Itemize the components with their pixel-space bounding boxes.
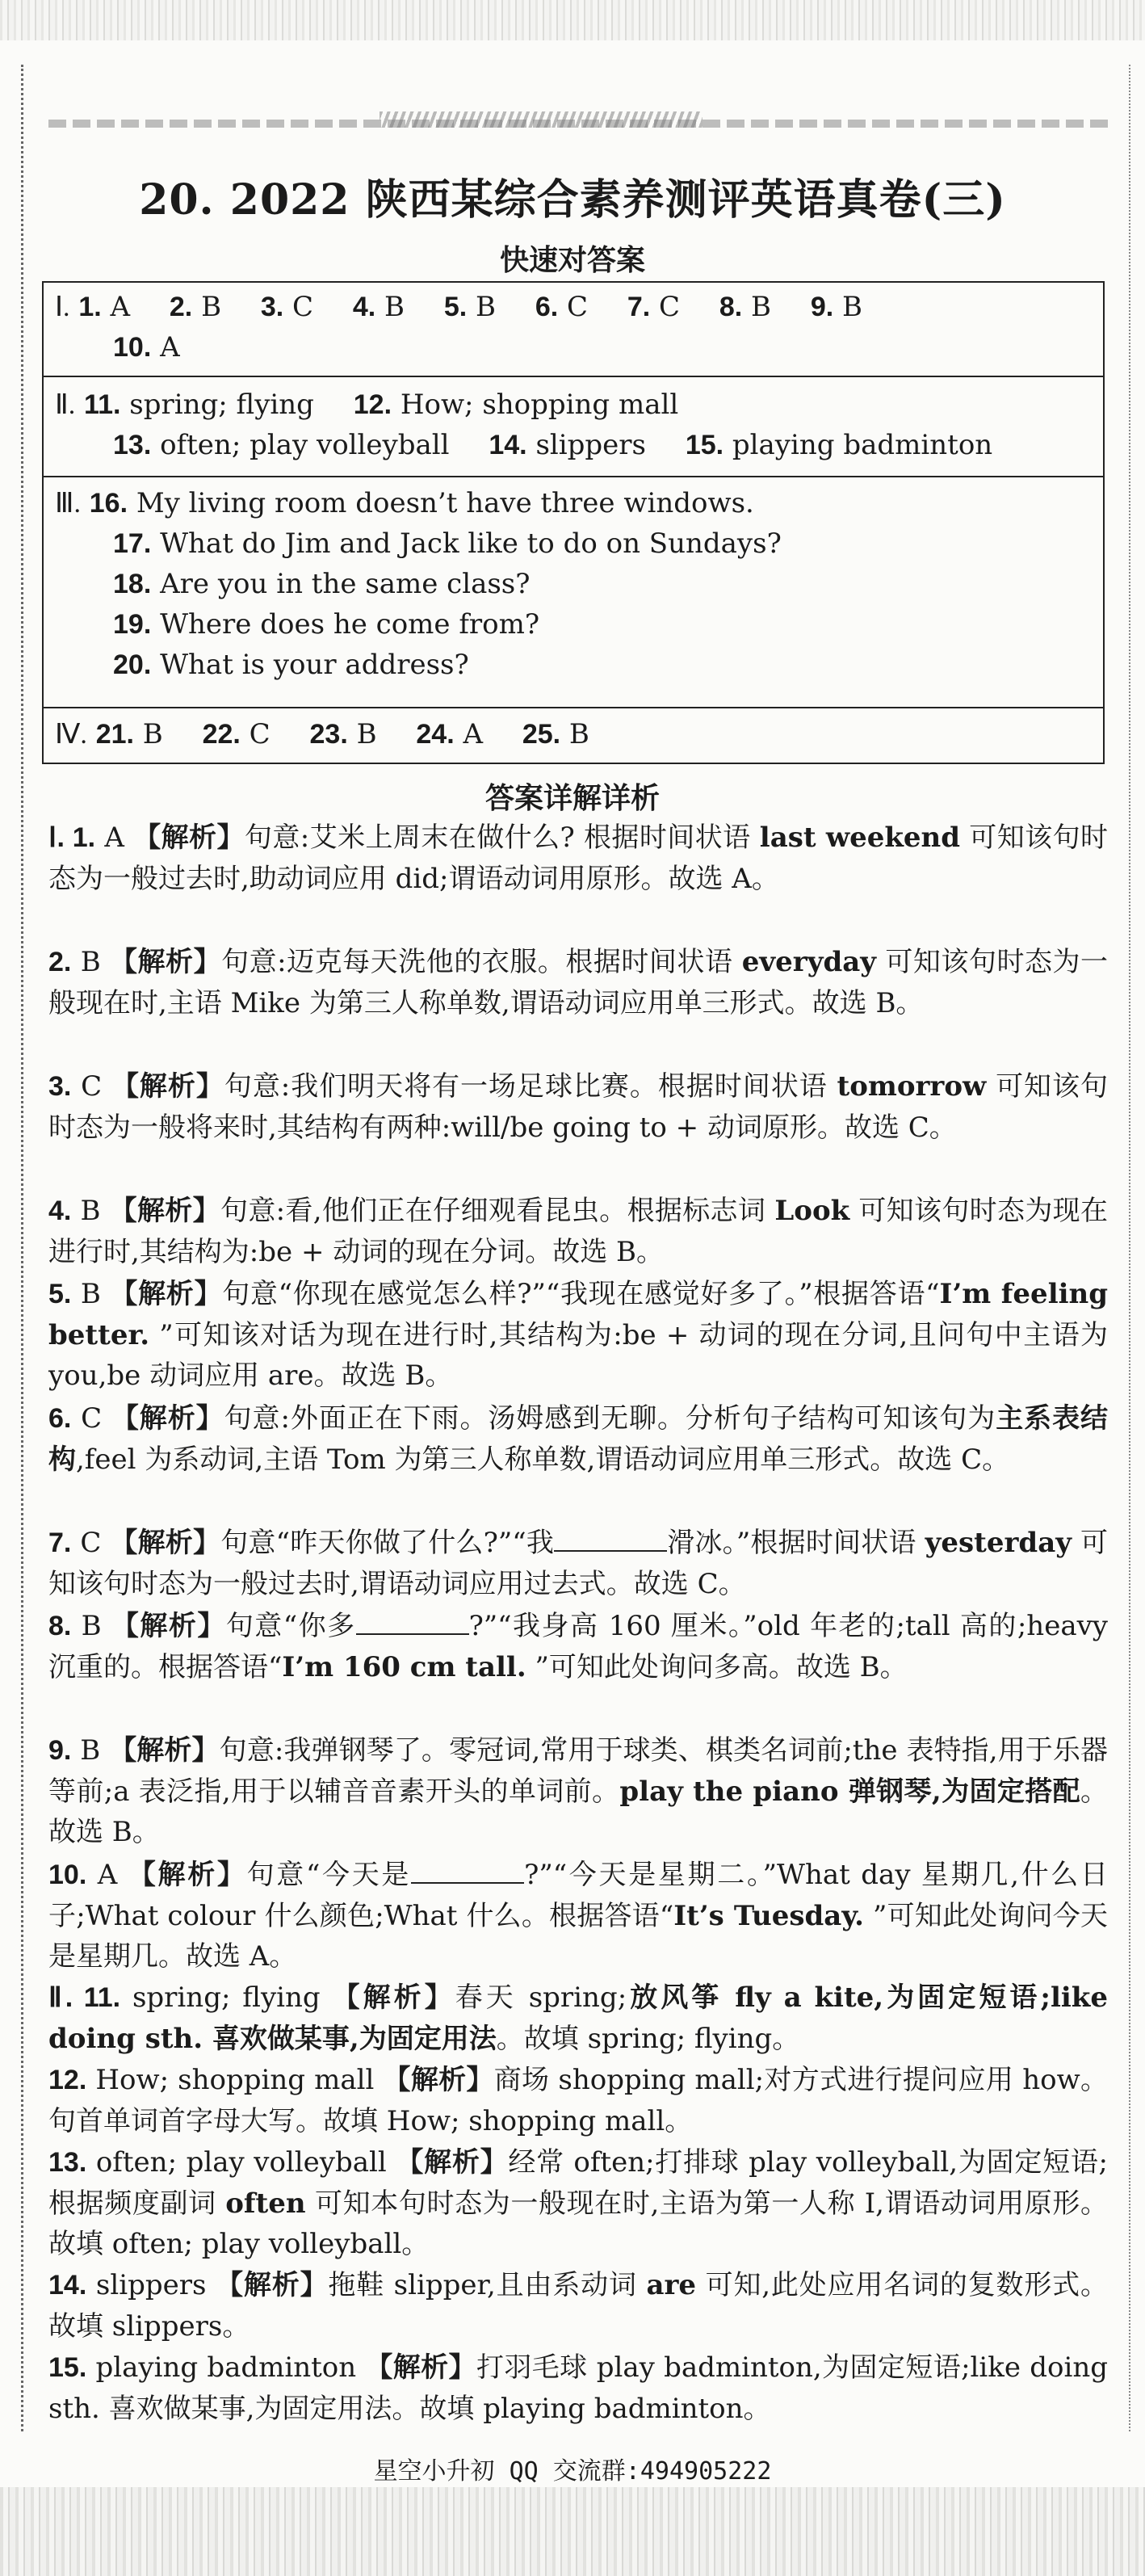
fill-blank (411, 1861, 524, 1884)
top-hatch-mark (380, 111, 703, 128)
right-dotted-line (1129, 65, 1135, 2431)
section-3-item: 18. Are you in the same class? (113, 568, 531, 600)
explanation-12: 12. How; shopping mall 【解析】商场 shopping mall;对方式进行提问应用 how。句首单词首字母大写。故填 How; shopping mall。 (48, 2064, 1108, 2137)
fill-blank (356, 1612, 469, 1635)
section-4-line: Ⅳ. 21. B 22. C 23. B 24. A 25. B (55, 718, 589, 750)
section-3-item: 19. Where does he come from? (113, 608, 540, 641)
explanation-10: 10. A 【解析】句意“今天是 ?”“今天是星期二。”What day 星期几,什么日子;What colour 什么颜色;What 什么。根据答语“It’s Tuesday. ”可知此处询问今天是星期几。故选 A。 (48, 1859, 1108, 1973)
explanation-3: 3. C 【解析】句意:我们明天将有一场足球比赛。根据时间状语 tomorrow 可知该句时态为一般将来时,其结构有两种:will/be going to + 动词原形。故选 C。 (48, 1070, 1108, 1144)
section-3-item: 20. What is your address? (113, 649, 469, 681)
section-roman: Ⅰ. (55, 292, 70, 322)
quick-answers-box (42, 281, 1105, 764)
scan-bottom-edge (0, 2487, 1145, 2576)
explanation-14: 14. slippers 【解析】拖鞋 slipper,且由系动词 are 可知,此处应用名词的复数形式。故填 slippers。 (48, 2269, 1108, 2343)
section-2 (44, 377, 1103, 477)
explanation-7: 7. C 【解析】句意“昨天你做了什么?”“我 滑冰。”根据时间状语 yesterday 可知该句时态为一般过去时,谓语动词应用过去式。故选 C。 (48, 1527, 1109, 1600)
explanation-5: 5. B 【解析】句意“你现在感觉怎么样?”“我现在感觉好多了。”根据答语“I’m feeling better. ”可知该对话为现在进行时,其结构为:be + 动词的现在分词,且问句中主语为 you,be 动词应用 are。故选 B。 (48, 1278, 1109, 1392)
fill-blank (554, 1529, 667, 1552)
explanation-13: 13. often; play volleyball 【解析】经常 often;打排球 play volleyball,为固定短语;根据频度副词 often 可知本句时态为一般现在时,主语为第一人称 I,谓语动词用原形。故填 often; play volleyball。 (48, 2146, 1109, 2260)
explanation-15: 15. playing badminton 【解析】打羽毛球 play badminton,为固定短语;like doing sth. 喜欢做某事,为固定用法。故填 playing badminton。 (48, 2351, 1108, 2425)
quick-answers-heading: 快速对答案 (499, 243, 645, 277)
explanation-9: 9. B 【解析】句意:我弹钢琴了。零冠词,常用于球类、棋类名词前;the 表特指,用于乐器等前;a 表泛指,用于以辅音音素开头的单词前。play the piano 弹钢琴,为固定搭配。故选 B。 (48, 1734, 1109, 1848)
detail-heading: 答案详解详析 (484, 781, 660, 815)
explanation-1: Ⅰ. 1. A 【解析】句意:艾米上周末在做什么? 根据时间状语 last weekend 可知该句时态为一般过去时,助动词应用 did;谓语动词用原形。故选 A。 (48, 822, 1109, 895)
page-title: 20. 2022 陕西某综合素养测评英语真卷(三) (139, 175, 1006, 225)
explanation-2: 2. B 【解析】句意:迈克每天洗他的衣服。根据时间状语 everyday 可知该句时态为一般现在时,主语 Mike 为第三人称单数,谓语动词应用单三形式。故选 B。 (48, 946, 1109, 1019)
scan-top-edge (0, 0, 1145, 40)
section-3-item: 17. What do Jim and Jack like to do on Sundays? (113, 527, 782, 560)
section-2-line-1: Ⅱ. 11. spring; flying 12. How; shopping mall (55, 389, 679, 421)
section-3-item: Ⅲ. 16. My living room doesn’t have three windows. (55, 487, 754, 519)
explanation-11: Ⅱ. 11. spring; flying 【解析】春天 spring;放风筝 fly a kite,为固定短语;like doing sth. 喜欢做某事,为固定用法。故填 spring; flying。 (48, 1981, 1108, 2055)
binding-dotted-line (21, 65, 33, 2431)
footer-watermark: 星空小升初 QQ 交流群:494905222 (373, 2457, 772, 2486)
section-2-line-2: 13. often; play volleyball 14. slippers 15. playing badminton (113, 429, 993, 461)
section-3 (44, 477, 1103, 708)
section-1-line-1: Ⅰ. 1. A 2. B 3. C 4. B 5. B 6. C 7. C 8. B 9. B (55, 291, 862, 323)
section-4 (44, 708, 1103, 763)
explanation-6: 6. C 【解析】句意:外面正在下雨。汤姆感到无聊。分析句子结构可知该句为主系表结构,feel 为系动词,主语 Tom 为第三人称单数,谓语动词应用单三形式。故选 C。 (48, 1402, 1109, 1476)
explanation-4: 4. B 【解析】句意:看,他们正在仔细观看昆虫。根据标志词 Look 可知该句时态为现在进行时,其结构为:be + 动词的现在分词。故选 B。 (48, 1195, 1109, 1268)
section-1 (44, 283, 1103, 377)
section-1-line-2: 10. A (113, 331, 180, 363)
explanation-8: 8. B 【解析】句意“你多 ?”“我身高 160 厘米。”old 年老的;tall 高的;heavy 沉重的。根据答语“I’m 160 cm tall. ”可知此处询问多高。故选 B。 (48, 1610, 1109, 1683)
